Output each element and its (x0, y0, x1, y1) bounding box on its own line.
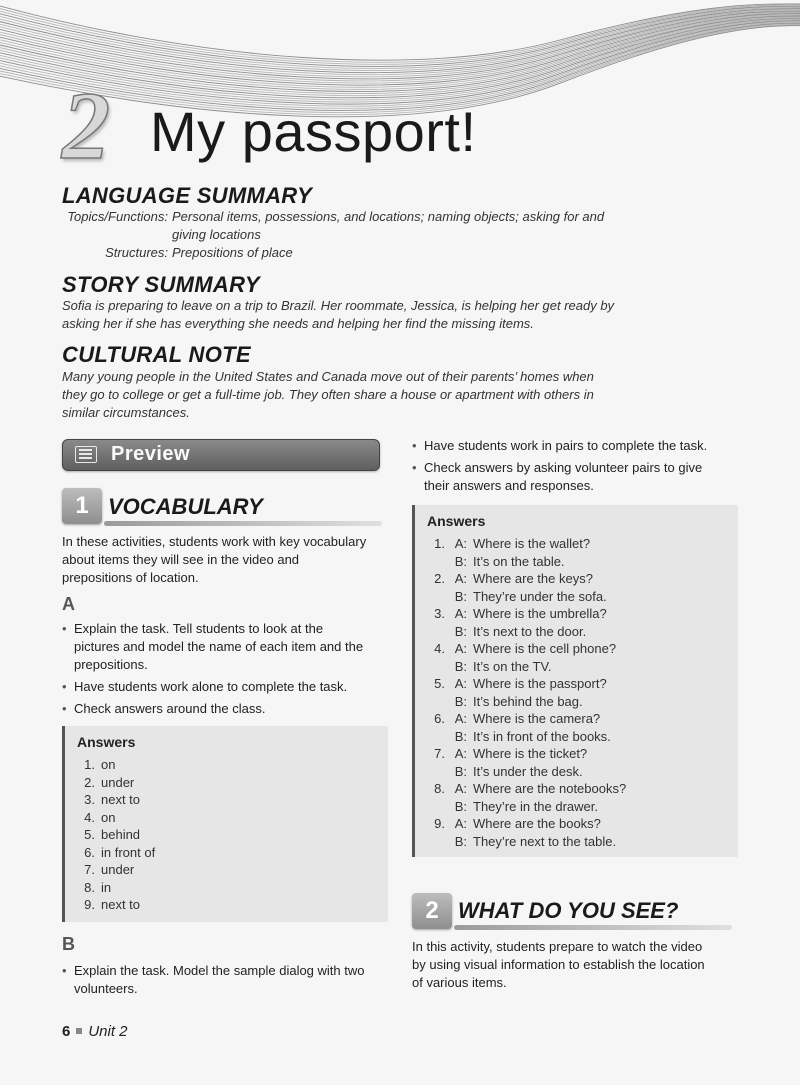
bullet-item (62, 700, 392, 718)
answer-response-row: B: It’s on the table. (454, 553, 565, 569)
bullet-item (62, 962, 392, 998)
unit-number: 2 (62, 72, 110, 179)
answers-list-a (77, 756, 376, 914)
preview-label: Preview (111, 443, 191, 465)
part-a-bullets (62, 620, 392, 722)
answer-text: in (101, 879, 112, 895)
answer-response: They’re next to the table. (473, 833, 617, 849)
cultural-note-line: Many young people in the United States and Canada move out of their parents’ homes when (62, 369, 594, 384)
answer-item: 4. on (84, 809, 116, 825)
answer-response: It’s behind the bag. (473, 693, 583, 709)
answers-box-a (62, 726, 388, 922)
bullet-line: prepositions. (74, 657, 148, 672)
answer-question-row: 1. A: Where is the wallet? (434, 536, 591, 551)
structures-value: Prepositions of place (172, 245, 293, 260)
answer-question: Where is the umbrella? (473, 606, 607, 621)
answer-question-row: 8. A: Where are the notebooks? (434, 781, 627, 796)
answer-response: It’s next to the door. (473, 623, 587, 639)
answer-item: 1. on (84, 757, 116, 772)
answer-text: behind (101, 827, 141, 842)
answer-item: 5. behind (84, 827, 141, 842)
unit-title: My passport! (150, 100, 477, 163)
answer-question: Where is the camera? (473, 711, 601, 726)
answers-title: Answers (427, 513, 486, 529)
intro-line: In these activities, students work with key vocabulary (62, 534, 367, 549)
story-summary-line: Sofia is preparing to leave on a trip to Brazil. Her roommate, Jessica, is helping her get ready by (62, 298, 615, 313)
answer-item: 6. in front of (84, 844, 156, 860)
structures-row (62, 244, 622, 262)
part-b-steps (412, 437, 742, 499)
answer-response-row: B: It’s behind the bag. (454, 693, 583, 709)
answer-response-row: B: They’re next to the table. (454, 833, 617, 849)
cultural-note-line: they go to college or get a full-time job. They often share a house or apartment with others in (62, 387, 594, 402)
answer-question-row: 6. A: Where is the camera? (434, 711, 601, 726)
answer-response: They’re in the drawer. (473, 798, 599, 814)
part-a-letter: A (62, 594, 75, 614)
intro-line: by using visual information to establish the location (412, 957, 705, 972)
answer-text: under (101, 774, 135, 790)
topics-value-line: giving locations (172, 227, 261, 242)
answer-question: Where is the cell phone? (473, 641, 617, 656)
story-summary-text (62, 297, 622, 333)
answer-response: It’s on the table. (473, 553, 565, 569)
answer-question-row: 2. A: Where are the keys? (434, 571, 593, 586)
answer-question: Where are the keys? (473, 571, 593, 586)
answer-question-row: 3. A: Where is the umbrella? (434, 606, 607, 621)
answer-response: It’s in front of the books. (473, 728, 611, 744)
bullet-line: • Check answers around the class. (74, 701, 266, 716)
wave-line (0, 19, 800, 100)
answer-response: It’s on the TV. (473, 658, 552, 674)
intro-line: prepositions of location. (62, 570, 199, 585)
square-bullet-icon (76, 1028, 82, 1034)
answer-item: 7. under (84, 862, 135, 877)
page-number: 6 (62, 1023, 71, 1040)
wave-line (0, 11, 800, 79)
title-underline (104, 521, 382, 526)
answer-response-row: B: It’s in front of the books. (454, 728, 611, 744)
answer-text: on (101, 809, 116, 825)
what-do-you-see-title: WHAT DO YOU SEE? (458, 898, 679, 923)
activity-number-badge: 1 (62, 488, 102, 524)
bullet-line: • Check answers by asking volunteer pairs to give (424, 460, 703, 475)
activity-number-badge: 2 (412, 893, 452, 929)
answer-response-row: B: It’s next to the door. (454, 623, 587, 639)
answer-question: Where are the notebooks? (473, 781, 627, 796)
cultural-note-heading: CULTURAL NOTE (62, 342, 251, 367)
bullet-line: pictures and model the name of each item and the (74, 639, 364, 654)
vocabulary-title: VOCABULARY (108, 494, 263, 519)
answer-question: Where is the passport? (473, 676, 607, 691)
part-b-letter: B (62, 934, 75, 954)
bullet-item (412, 437, 742, 455)
language-summary (62, 208, 622, 262)
bullet-item (62, 678, 392, 696)
answer-question: Where is the wallet? (473, 536, 591, 551)
answers-title: Answers (77, 734, 136, 750)
answer-item: 8. in (84, 879, 112, 895)
story-summary-heading: STORY SUMMARY (62, 272, 260, 297)
part-b-bullets (62, 962, 392, 1002)
footer-unit-label: Unit 2 (88, 1023, 128, 1040)
topics-value (172, 208, 622, 244)
answer-response: They’re under the sofa. (473, 588, 607, 604)
answer-question: Where is the ticket? (473, 746, 588, 761)
intro-line: of various items. (412, 975, 507, 990)
intro-line: about items they will see in the video and (62, 552, 300, 567)
answer-text: next to (101, 792, 141, 807)
cultural-note-text (62, 368, 622, 422)
answer-item: 2. under (84, 774, 135, 790)
answer-item: 3. next to (84, 792, 141, 807)
answer-response: It’s under the desk. (473, 763, 583, 779)
what-do-you-see-intro (412, 938, 752, 992)
answer-item: 9. next to (84, 897, 141, 912)
title-underline (454, 925, 732, 930)
language-summary-heading: LANGUAGE SUMMARY (62, 183, 313, 208)
answer-question: Where are the books? (473, 816, 601, 831)
answer-response-row: B: They’re in the drawer. (454, 798, 599, 814)
list-icon (75, 446, 97, 463)
topics-row (62, 208, 622, 244)
answer-text: on (101, 757, 116, 772)
preview-banner (62, 439, 380, 471)
answer-question-row: 5. A: Where is the passport? (434, 676, 607, 691)
answer-question-row: 4. A: Where is the cell phone? (434, 641, 617, 656)
topics-value-line: Personal items, possessions, and locations; naming objects; asking for and (172, 209, 605, 224)
cultural-note-line: similar circumstances. (62, 405, 190, 420)
bullet-line: • Explain the task. Tell students to look at the (74, 621, 324, 636)
structures-key: Structures: (105, 245, 168, 260)
bullet-line: volunteers. (74, 981, 138, 996)
answer-response-row: B: They’re under the sofa. (454, 588, 607, 604)
answers-box-b (412, 505, 738, 857)
bullet-line: their answers and responses. (424, 478, 594, 493)
bullet-item (412, 459, 742, 495)
answer-question-row: 9. A: Where are the books? (434, 816, 601, 831)
bullet-line: • Explain the task. Model the sample dialog with two (74, 963, 365, 978)
bullet-item (62, 620, 392, 674)
vocabulary-intro (62, 533, 392, 587)
answer-response-row: B: It’s under the desk. (454, 763, 583, 779)
answers-list-b (427, 535, 726, 850)
answer-text: under (101, 862, 135, 877)
topics-key: Topics/Functions: (67, 209, 168, 224)
answer-text: in front of (101, 844, 156, 860)
answer-text: next to (101, 897, 141, 912)
answer-response-row: B: It’s on the TV. (454, 658, 552, 674)
answer-question-row: 7. A: Where is the ticket? (434, 746, 588, 761)
page-footer (62, 1023, 128, 1040)
bullet-line: • Have students work alone to complete the task. (74, 679, 348, 694)
intro-line: In this activity, students prepare to watch the video (412, 939, 703, 954)
bullet-line: • Have students work in pairs to complete the task. (424, 438, 708, 453)
story-summary-line: asking her if she has everything she needs and helping her find the missing items. (62, 316, 534, 331)
